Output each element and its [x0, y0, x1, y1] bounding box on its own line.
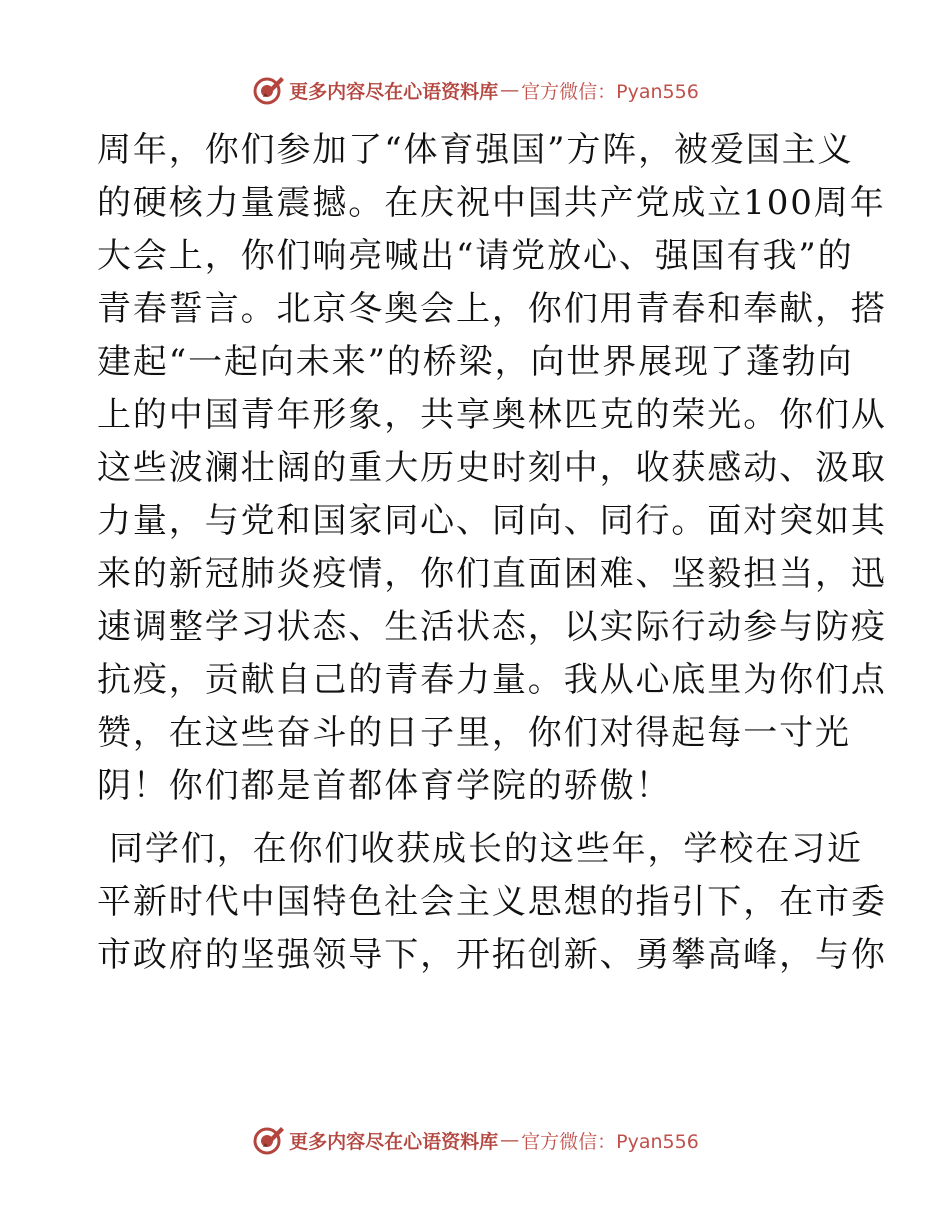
header-brand-text: 更多内容尽在心语资料库 — [289, 80, 499, 103]
footer-watermark — [0, 1120, 950, 1160]
text-line: 速调整学习状态、生活状态，以实际行动参与防疫 — [97, 607, 887, 647]
footer-separator: — — [500, 1129, 520, 1151]
text-line: 大会上，你们响亮喊出“请党放心、强国有我”的 — [97, 236, 854, 276]
header-wechat-text: 官方微信：Pyan556 — [521, 80, 699, 103]
text-line: 力量，与党和国家同心、同向、同行。面对突如其 — [97, 501, 887, 541]
paragraph-1 — [97, 124, 887, 813]
text-line: 赞，在这些奋斗的日子里，你们对得起每一寸光 — [97, 713, 851, 753]
text-line: 市政府的坚强领导下，开拓创新、勇攀高峰，与你 — [97, 935, 887, 975]
text-line: 抗疫，贡献自己的青春力量。我从心底里为你们点 — [97, 660, 887, 700]
text-line: 的硬核力量震撼。在庆祝中国共产党成立100周年 — [97, 183, 886, 223]
footer-brand-text: 更多内容尽在心语资料库 — [289, 1130, 499, 1153]
header-watermark — [0, 70, 950, 110]
text-line: 平新时代中国特色社会主义思想的指引下，在市委 — [97, 882, 887, 922]
text-line: 建起“一起向未来”的桥梁，向世界展现了蓬勃向 — [97, 342, 854, 382]
text-line: 同学们，在你们收获成长的这些年，学校在习近 — [109, 829, 863, 869]
text-line: 这些波澜壮阔的重大历史时刻中，收获感动、汲取 — [97, 448, 887, 488]
footer-wechat-text: 官方微信：Pyan556 — [521, 1130, 699, 1153]
header-separator: — — [500, 79, 520, 101]
text-line: 上的中国青年形象，共享奥林匹克的荣光。你们从 — [97, 395, 887, 435]
paragraph-2 — [97, 823, 887, 982]
text-line: 阴！你们都是首都体育学院的骄傲！ — [97, 766, 672, 806]
pen-logo-icon — [251, 1123, 285, 1157]
paragraph-gap — [97, 813, 857, 823]
text-line: 青春誓言。北京冬奥会上，你们用青春和奉献，搭 — [97, 289, 887, 329]
text-line: 周年，你们参加了“体育强国”方阵，被爱国主义 — [97, 130, 854, 170]
pen-logo-icon — [251, 73, 285, 107]
text-line: 来的新冠肺炎疫情，你们直面困难、坚毅担当，迅 — [97, 554, 887, 594]
document-body — [97, 124, 887, 982]
